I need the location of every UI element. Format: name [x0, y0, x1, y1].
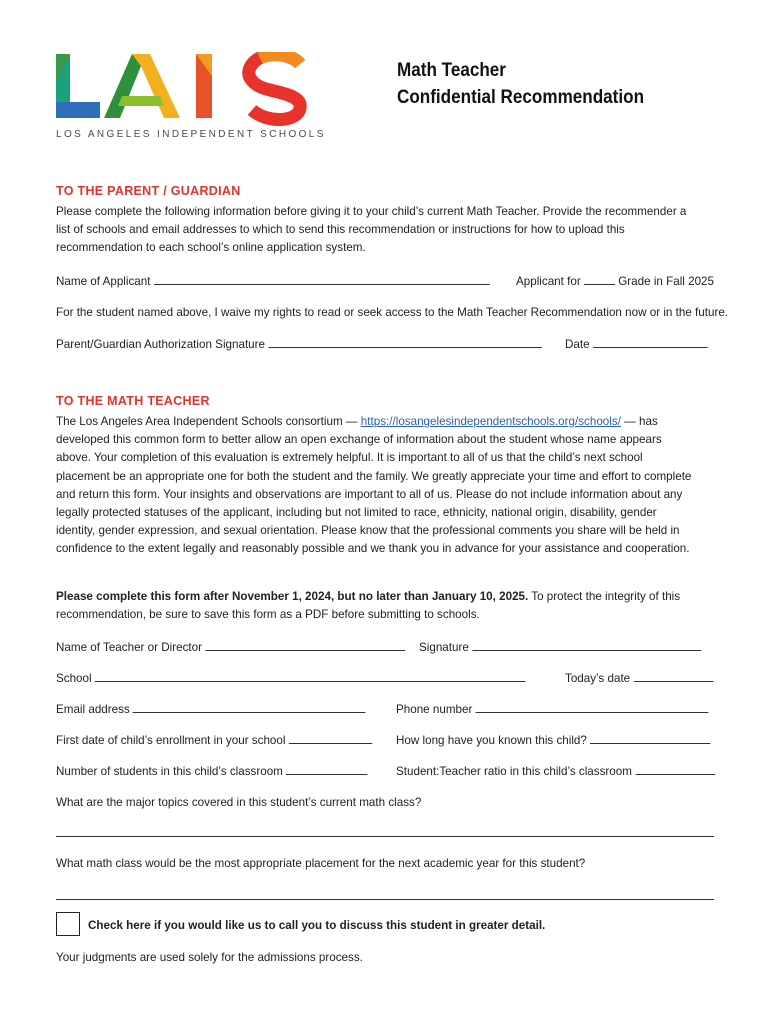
parent-instructions: Please complete the following information before giving it to your child’s current Math Teacher. Provide the recommender a list of schools and email addresses to which to send this recommendation or instructions for how to upload this recommendation to each school’s online application system.: [56, 204, 687, 255]
grade-label: Grade in Fall 2025: [618, 274, 715, 288]
enrollment-label: First date of child’s enrollment in your school: [56, 733, 286, 747]
question-topics: What are the major topics covered in this student’s current math class?: [56, 795, 422, 809]
todays-date-input[interactable]: [633, 670, 713, 682]
waiver-text: For the student named above, I waive my rights to read or seek access to the Math Teacher Recommendation now or in the future.: [56, 305, 729, 319]
form-title: [397, 57, 644, 111]
ratio-row: [396, 763, 715, 778]
topics-answer-line[interactable]: [56, 836, 714, 837]
enrollment-row: [56, 732, 372, 747]
parent-date-input[interactable]: [593, 336, 707, 348]
ratio-label: Student:Teacher ratio in this child’s classroom: [396, 764, 632, 778]
parent-section-heading: TO THE PARENT / GUARDIAN: [56, 184, 241, 198]
teacher-name-input[interactable]: [205, 639, 405, 651]
logo-letter-l: [56, 54, 100, 118]
applicant-name-input[interactable]: [154, 273, 490, 285]
applicant-grade-input[interactable]: [584, 273, 615, 285]
deadline-rest: To protect the integrity of this recommendation, be sure to save this form as a PDF before submitting to schools.: [56, 589, 681, 622]
parent-date-row: [565, 336, 707, 351]
parent-signature-row: [56, 336, 542, 351]
parent-date-label: Date: [565, 337, 590, 351]
known-duration-row: [396, 732, 710, 747]
email-label: Email address: [56, 702, 130, 716]
school-label: School: [56, 671, 92, 685]
email-input[interactable]: [133, 701, 366, 713]
lais-schools-link[interactable]: https://losangelesindependentschools.org/schools/: [360, 414, 621, 428]
call-me-checkbox[interactable]: [56, 912, 80, 936]
call-me-label: Check here if you would like us to call you to discuss this student in greater detail.: [88, 918, 546, 932]
school-input[interactable]: [95, 670, 526, 682]
teacher-intro: [56, 412, 696, 558]
class-size-row: [56, 763, 368, 778]
title-line-2: Confidential Recommendation: [397, 87, 645, 108]
class-size-label: Number of students in this child’s classroom: [56, 764, 283, 778]
email-row: [56, 701, 366, 716]
placement-answer-line[interactable]: [56, 899, 714, 900]
logo-subtitle: LOS ANGELES INDEPENDENT SCHOOLS: [56, 129, 326, 140]
teacher-intro-start: The Los Angeles Area Independent Schools consortium —: [56, 414, 358, 428]
applicant-for-row: [516, 273, 714, 288]
teacher-section-heading: TO THE MATH TEACHER: [56, 394, 210, 408]
deadline-bold: Please complete this form after November 1, 2024, but no later than January 10, 2025.: [56, 589, 529, 603]
parent-signature-label: Parent/Guardian Authorization Signature: [56, 337, 266, 351]
known-duration-label: How long have you known this child?: [396, 733, 587, 747]
deadline-note: [56, 587, 696, 623]
class-size-input[interactable]: [286, 763, 367, 775]
teacher-signature-label: Signature: [419, 640, 469, 654]
logo-letter-a: [104, 54, 180, 118]
teacher-name-row: [56, 639, 405, 654]
phone-label: Phone number: [396, 702, 473, 716]
footer-note: Your judgments are used solely for the admissions process.: [56, 950, 363, 964]
enrollment-input[interactable]: [289, 732, 372, 744]
logo-letter-s: [249, 55, 300, 120]
question-placement: What math class would be the most appropriate placement for the next academic year for this student?: [56, 856, 586, 870]
todays-date-row: [565, 670, 713, 685]
known-duration-input[interactable]: [590, 732, 710, 744]
phone-input[interactable]: [476, 701, 709, 713]
applicant-for-label: Applicant for: [516, 274, 581, 288]
applicant-name-row: [56, 273, 489, 288]
ratio-input[interactable]: [635, 763, 715, 775]
teacher-intro-rest: — has developed this common form to better allow an open exchange of information about the student whose name appears above. Your completion of this evaluation is extremely helpful. It is important to all of us that the child’s next school placement be an appropriate one for both the student and the family. We greatly appreciate your time and effort to complete and return this form. Your insights and observations are important to all of us. Please do not include information about any legally protected statuses of the applicant, including but not limited to race, ethnicity, national origin, disability, gender identity, gender expression, and sexual orientation. Please know that the professional comments you share will be held in confidence to the extent legally and reasonably possible and we thank you in advance for your assistance and cooperation.: [56, 414, 692, 556]
logo-letter-i: [196, 54, 212, 118]
parent-signature-input[interactable]: [268, 336, 542, 348]
todays-date-label: Today’s date: [565, 671, 631, 685]
school-row: [56, 670, 526, 685]
teacher-signature-row: [419, 639, 701, 654]
teacher-name-label: Name of Teacher or Director: [56, 640, 203, 654]
title-line-1: Math Teacher: [397, 60, 506, 81]
phone-row: [396, 701, 708, 716]
applicant-name-label: Name of Applicant: [56, 274, 151, 288]
teacher-signature-input[interactable]: [472, 639, 701, 651]
